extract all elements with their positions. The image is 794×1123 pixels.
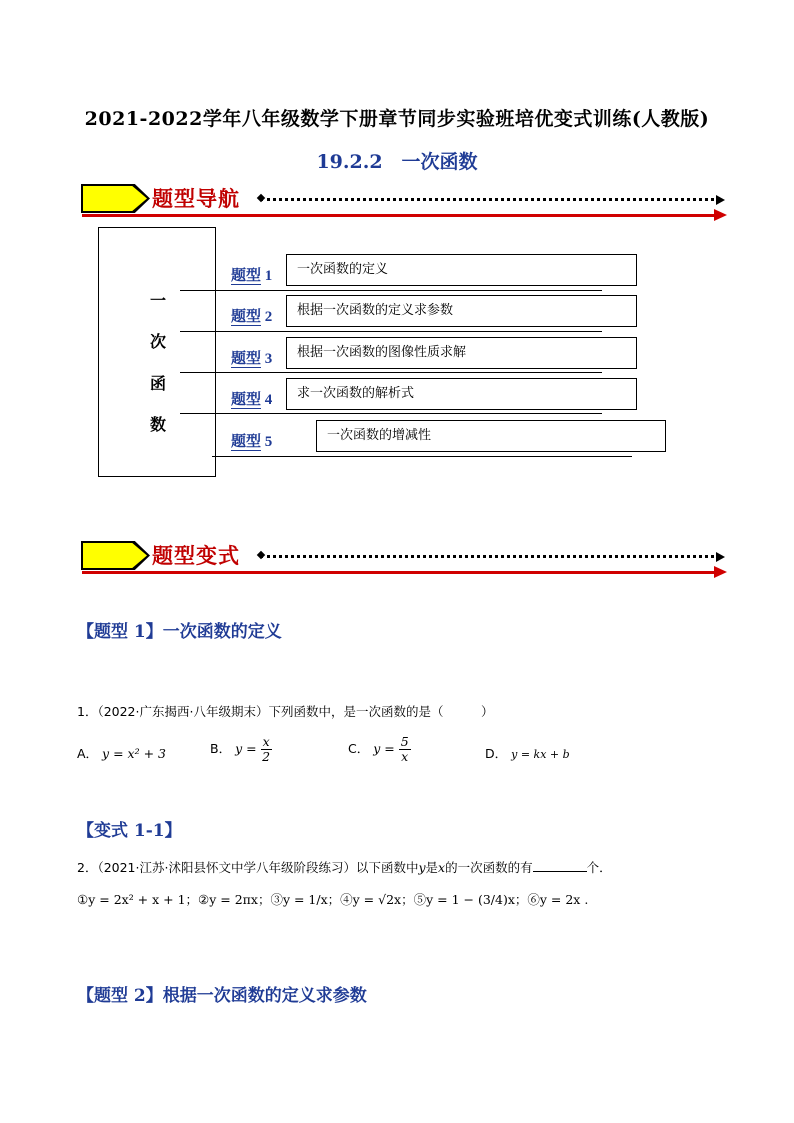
fraction: $\frac{5}{x}$	[400, 734, 409, 764]
nav-item-type-3[interactable]: 根据一次函数的图像性质求解	[286, 337, 637, 369]
topic-char: 函	[149, 374, 166, 393]
document-title: 2021-2022学年八年级数学下册章节同步实验班培优变式训练(人教版)	[84, 108, 710, 130]
type-2-heading: 【题型 2】根据一次函数的定义求参数	[77, 986, 367, 1006]
question-2-stem: 2．（2021·江苏·沭阳县怀文中学八年级阶段练习）以下函数中y是x的一次函数的有 个．	[77, 860, 612, 875]
variants-banner	[82, 540, 727, 586]
nav-item-label[interactable]: 题型 3	[231, 351, 273, 367]
red-arrow-icon	[714, 566, 727, 578]
nav-item-type-1[interactable]: 一次函数的定义	[286, 254, 637, 286]
red-arrow-icon	[714, 209, 727, 221]
type-1-heading: 【题型 1】一次函数的定义	[77, 622, 282, 642]
nav-item-label[interactable]: 题型 2	[231, 309, 273, 325]
nav-item-label[interactable]: 题型 1	[231, 268, 273, 284]
topic-char: 一	[149, 291, 166, 310]
connector-line	[180, 290, 602, 291]
q1-option-c[interactable]: C． y = $\frac{5}{x}$	[348, 734, 409, 764]
q1-option-b[interactable]: B． y = $\frac{x}{2}$	[210, 734, 271, 764]
connector-line	[180, 331, 602, 332]
variants-banner-title: 题型变式	[152, 543, 240, 568]
topic-char: 次	[149, 332, 166, 351]
nav-item-label[interactable]: 题型 5	[231, 434, 273, 450]
nav-banner	[82, 183, 727, 229]
question-2-items: ①y = 2x² + x + 1；②y = 2πx；③y = 1/x；④y = √2x；⑤y = 1 − (3/4)x；⑥y = 2x .	[77, 892, 589, 907]
connector-line	[212, 456, 632, 457]
connector-line	[180, 372, 602, 373]
answer-blank[interactable]	[533, 871, 587, 872]
variant-1-1-heading: 【变式 1-1】	[77, 821, 182, 841]
nav-item-type-4[interactable]: 求一次函数的解析式	[286, 378, 637, 410]
q1-option-d[interactable]: D． y = kx + b	[485, 746, 570, 761]
connector-line	[180, 413, 602, 414]
nav-topic-box	[98, 227, 216, 477]
nav-item-type-2[interactable]: 根据一次函数的定义求参数	[286, 295, 637, 327]
nav-banner-title: 题型导航	[152, 186, 240, 211]
q1-option-a[interactable]: A． y = x² + 3	[77, 746, 166, 761]
nav-item-type-5[interactable]: 一次函数的增减性	[316, 420, 666, 452]
topic-char: 数	[149, 415, 166, 434]
document-subtitle: 19.2.2 一次函数	[316, 151, 478, 173]
fraction: $\frac{x}{2}$	[262, 734, 271, 764]
question-1-stem: 1．（2022·广东揭西·八年级期末）下列函数中，是一次函数的是（ ）	[77, 704, 494, 719]
nav-item-label[interactable]: 题型 4	[231, 392, 273, 408]
